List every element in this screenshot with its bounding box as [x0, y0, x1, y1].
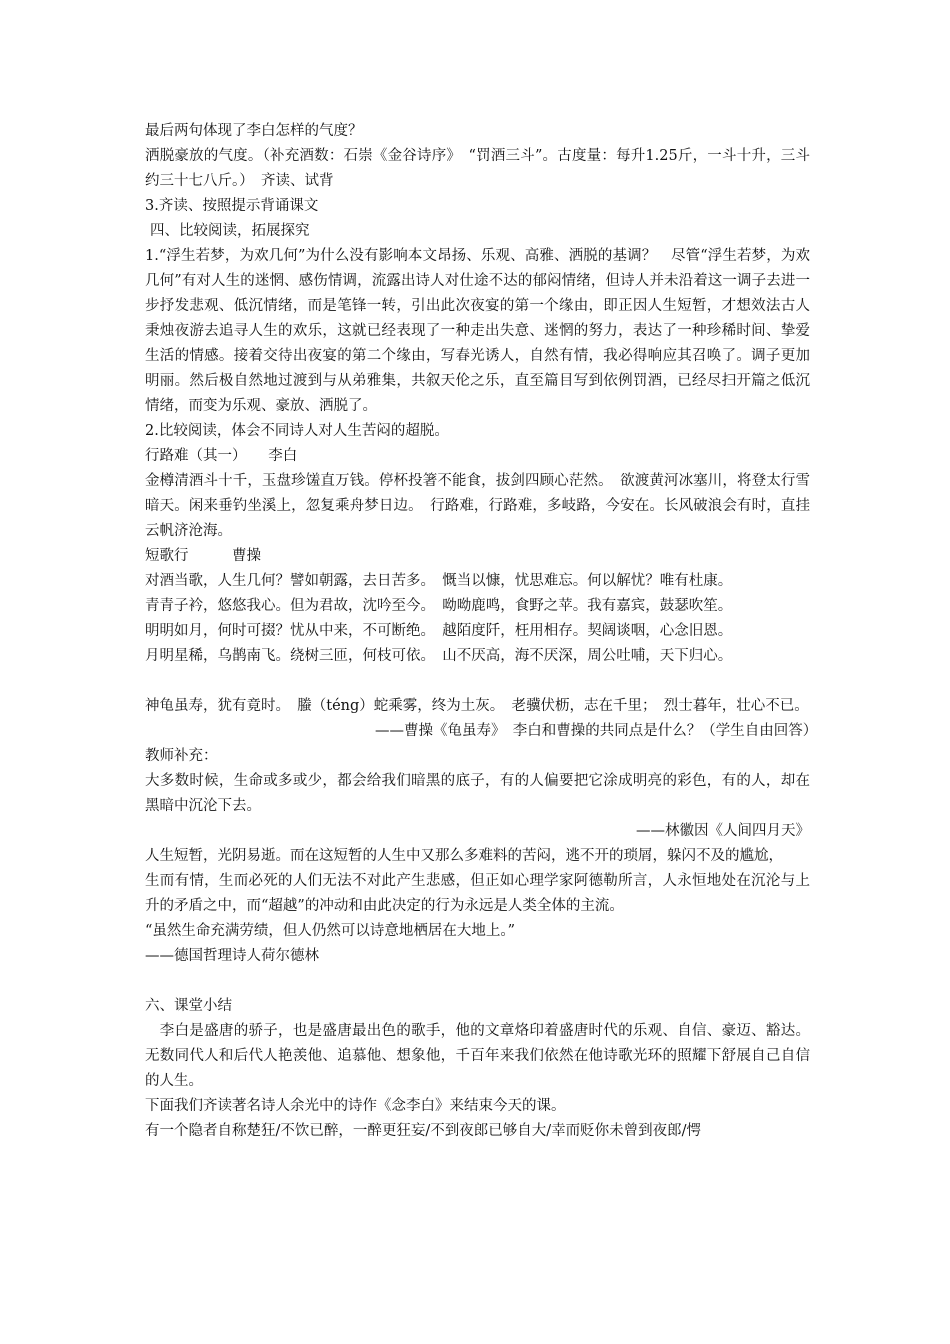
poem-1-title: 行路难（其一） 李白: [145, 448, 298, 464]
holderlin-source: ——德国哲理诗人荷尔德林: [145, 948, 319, 964]
poem-3-source-question: ——曹操《龟虽寿》 李白和曹操的共同点是什么？（学生自由回答） 教师补充：: [145, 723, 825, 764]
question-2: 2.比较阅读，体会不同诗人对人生苦闷的超脱。: [145, 423, 449, 439]
blank-line: [145, 969, 810, 994]
closing-line: 下面我们齐读著名诗人余光中的诗作《念李白》来结束今天的课。: [145, 1098, 566, 1114]
section-4-heading: 四、比较阅读，拓展探究: [150, 223, 310, 239]
summary-paragraph: 李白是盛唐的骄子，也是盛唐最出色的歌手，他的文章烙印着盛唐时代的乐观、自信、豪迈、豁达。无数同代人和后代人艳羡他、追慕他、想象他，千百年来我们依然在他诗歌光环的照耀下舒展自己自信的人生。: [145, 1023, 810, 1089]
poem-2-line-3: 明明如月，何时可掇？忧从中来，不可断绝。 越陌度阡，枉用相存。契阔谈咽，心念旧恩。: [145, 623, 733, 639]
quote-1: 大多数时候，生命或多或少，都会给我们暗黑的底子，有的人偏要把它涂成明亮的彩色，有的人，却在黑暗中沉沦下去。: [145, 773, 810, 814]
question-last-lines: 最后两句体现了李白怎样的气度？: [145, 123, 363, 139]
answer-last-lines: 洒脱豪放的气度。（补充酒数：石崇《金谷诗序》 “罚酒三斗”。古度量：每升1.25斤，一斗十升，三斗约三十七八斤。） 齐读、试背: [145, 148, 810, 189]
section-6-heading: 六、课堂小结: [145, 998, 232, 1014]
paragraph-short-life: 人生短暂，光阴易逝。而在这短暂的人生中又那么多难料的苦闷，逃不开的琐屑，躲闪不及的尴尬，: [145, 848, 783, 864]
poem-2-line-4: 月明星稀，乌鹊南飞。绕树三匝，何枝可依。 山不厌高，海不厌深，周公吐哺，天下归心。: [145, 648, 733, 664]
quote-holderlin: “虽然生命充满劳绩，但人仍然可以诗意地栖居在大地上。”: [145, 923, 516, 939]
quote-1-source: ——林徽因《人间四月天》: [636, 823, 810, 839]
document-page: [145, 119, 825, 1144]
blank-line: [145, 669, 810, 694]
paragraph-adler: 生而有情，生而必死的人们无法不对此产生悲感，但正如心理学家阿德勒所言，人永恒地处在沉沦与上升的矛盾之中，而“超越”的冲动和由此决定的行为永远是人类全体的主流。: [145, 873, 810, 914]
poem-2-title: 短歌行 曹操: [145, 548, 261, 564]
step-3: 3.齐读、按照提示背诵课文: [145, 198, 319, 214]
poem-3-text: 神龟虽寿，犹有竟时。 螣（téng）蛇乘雾，终为土灰。 老骥伏枥，志在千里； 烈士暮年，壮心不已。: [145, 698, 809, 714]
poem-yu-guangzhong: 有一个隐者自称楚狂/不饮已醉，一醉更狂妄/不到夜郎已够自大/幸而贬你未曾到夜郎/愕: [145, 1123, 702, 1139]
poem-2-line-1: 对酒当歌，人生几何？譬如朝露，去日苦多。 慨当以慷，忧思难忘。何以解忧？唯有杜康。: [145, 573, 733, 589]
poem-2-line-2: 青青子衿，悠悠我心。但为君故，沈吟至今。 呦呦鹿鸣，食野之苹。我有嘉宾，鼓瑟吹笙。: [145, 598, 733, 614]
poem-1-text: 金樽清酒斗十千，玉盘珍馐直万钱。停杯投箸不能食，拔剑四顾心茫然。 欲渡黄河冰塞川，将登太行雪暗天。闲来垂钓坐溪上，忽复乘舟梦日边。 行路难，行路难，多岐路，今安在。长风破浪会有时，直挂云帆济沧海。: [145, 473, 810, 539]
question-1-paragraph: 1.“浮生若梦，为欢几何”为什么没有影响本文昂扬、乐观、高雅、洒脱的基调？ 尽管“浮生若梦，为欢几何”有对人生的迷惘、感伤情调，流露出诗人对仕途不达的郁闷情绪，但诗人并未沿着这一调子去进一步抒发悲观、低沉情绪，而是笔锋一转，引出此次夜宴的第一个缘由，即正因人生短暂，才想效法古人秉烛夜游去追寻人生的欢乐，这就已经表现了一种走出失意、迷惘的努力，表达了一种珍稀时间、挚爱生活的情感。接着交待出夜宴的第二个缘由，写春光诱人，自然有情，我必得响应其召唤了。调子更加明丽。然后极自然地过渡到与从弟雅集，共叙天伦之乐，直至篇目写到依例罚酒，已经尽扫开篇之低沉情绪，而变为乐观、豪放、洒脱了。: [145, 248, 810, 414]
